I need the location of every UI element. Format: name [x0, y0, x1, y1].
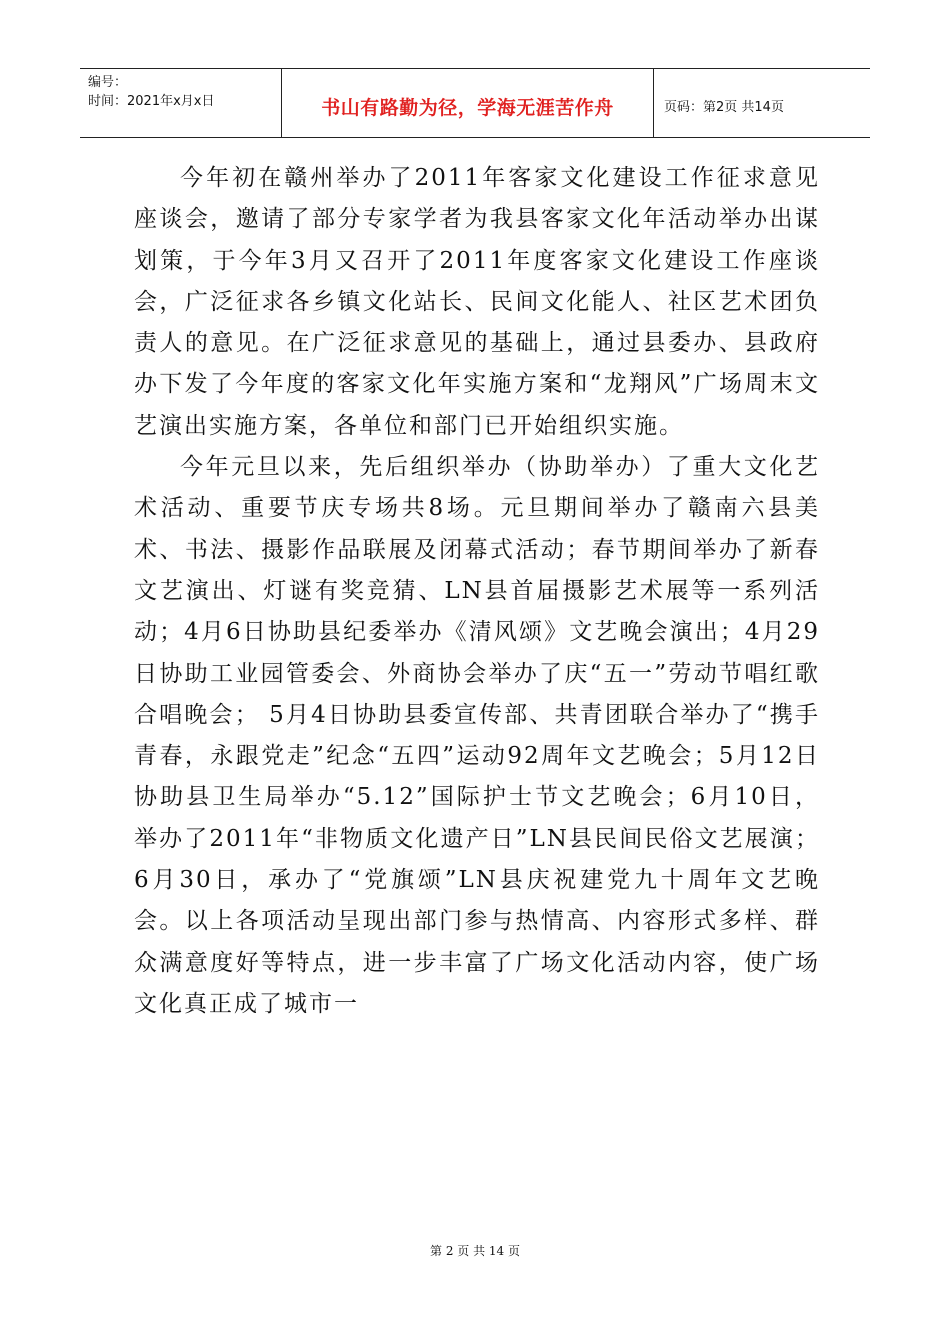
document-body [134, 158, 820, 1025]
paragraph: 今年初在赣州举办了2011年客家文化建设工作征求意见座谈会，邀请了部分专家学者为我县客家文化年活动举办出谋划策，于今年3月又召开了2011年度客家文化建设工作座谈会，广泛征求各乡镇文化站长、民间文化能人、社区艺术团负责人的意见。在广泛征求意见的基础上，通过县委办、县政府办下发了今年度的客家文化年实施方案和“龙翔风”广场周末文艺演出实施方案，各单位和部门已开始组织实施。 [134, 165, 820, 439]
header-meta [80, 69, 282, 137]
time-label: 时间：2021年x月x日 [88, 94, 215, 109]
paragraph: 今年元旦以来，先后组织举办（协助举办）了重大文化艺术活动、重要节庆专场共8场。元旦期间举办了赣南六县美术、书法、摄影作品联展及闭幕式活动；春节期间举办了新春文艺演出、灯谜有奖竞猜、LN县首届摄影艺术展等一系列活动；4月6日协助县纪委举办《清风颂》文艺晚会演出；4月29日协助工业园管委会、外商协会举办了庆“五一”劳动节唱红歌合唱晚会； 5月4日协助县委宣传部、共青团联合举办了“携手青春，永跟党走”纪念“五四”运动92周年文艺晚会；5月12日协助县卫生局举办“5.12”国际护士节文艺晚会；6月10日，举办了2011年“非物质文化遗产日”LN县民间民俗文艺展演；6月30日，承办了“党旗颂”LN县庆祝建党九十周年文艺晚会。以上各项活动呈现出部门参与热情高、内容形式多样、群众满意度好等特点，进一步丰富了广场文化活动内容，使广场文化真正成了城市一 [134, 454, 820, 1017]
motto-text: 书山有路勤为径，学海无涯苦作舟 [321, 96, 614, 119]
header-motto-cell [282, 69, 654, 137]
header-page-cell [654, 69, 870, 137]
page-info: 页码：第2页 共14页 [664, 99, 784, 115]
page-footer: 第 2 页 共 14 页 [430, 1244, 520, 1258]
number-label: 编号： [88, 75, 128, 90]
page-header [80, 68, 870, 138]
